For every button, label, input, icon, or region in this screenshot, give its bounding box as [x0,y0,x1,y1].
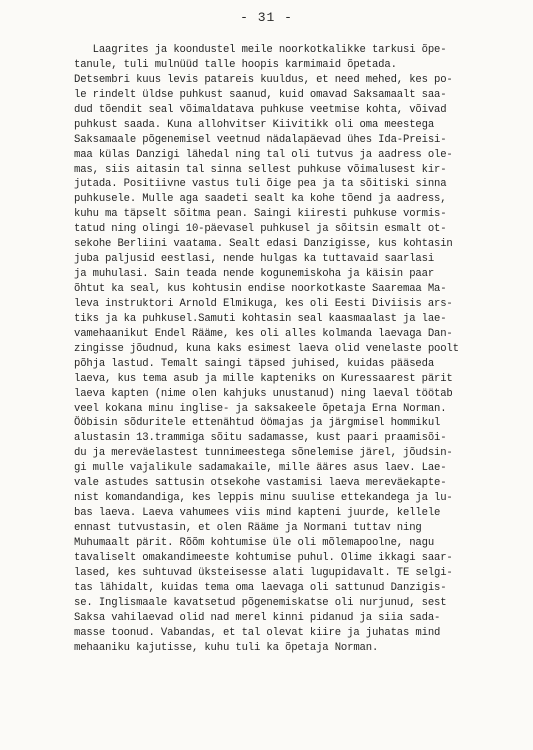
text-line: tanule, tuli mulnüüd talle hoopis karmimaid õpetada. [74,58,397,71]
text-line: kuhu ma täpselt sõitma pean. Saingi kiiresti puhkuse vormis- [74,208,447,221]
text-line: puhkust saada. Kuna allohvitser Kiivitikk oli oma meestega [74,118,435,131]
text-line: laeva, kus tema asub ja mille kapteniks on Kuressaarest pärit [74,372,453,385]
text-line: Muhumaalt pärit. Rõõm kohtumise üle oli mõlemapoolne, nagu [74,536,435,549]
text-line: juba paljusid eestlasi, nende hulgas ka tuttavaid saarlasi [74,253,435,266]
text-line: jutada. Positiivne vastus tuli õige pea ja ta sõitiski sinna [74,178,447,191]
text-line: Ööbisin sõduritele ettenähtud öömajas ja järgmisel hommikul [74,417,441,430]
text-line: alustasin 13.trammiga sõitu sadamasse, kust paari praamisõi- [74,432,447,445]
text-line: sekohe Berliini vaatama. Sealt edasi Danzigisse, kus kohtasin [74,238,453,251]
text-line: maa külas Danzigi lähedal ning tal oli tutvus ja aadress ole- [74,148,453,161]
text-line: lased, kes suhtuvad üksteisesse alati lugupidavalt. TE selgi- [74,566,453,579]
text-line: ja muhulasi. Sain teada nende kogunemiskoha ja käisin paar [74,268,435,281]
text-line: tiks ja ka puhkusel.Samuti kohtasin seal kaasmaalast ja lae- [74,312,447,325]
text-line: laeva kapten (nime olen kahjuks unustanud) ning laeval töötab [74,387,453,400]
text-line: masse toonud. Vabandas, et tal olevat kiire ja juhatas mind [74,626,441,639]
text-line: tavaliselt omakandimeeste kohtumise puhul. Olime ikkagi saar- [74,551,453,564]
body-text [74,43,524,655]
text-line: du ja mereväelastest tunnimeestega sõnelemise järel, jõudsin- [74,447,453,460]
text-line: Laagrites ja koondustel meile noorkotkalikke tarkusi õpe- [74,44,447,56]
text-line: vamehaanikut Endel Rääme, kes oli alles kolmanda laevaga Dan- [74,327,453,340]
text-line: gi mulle vajalikule sadamakaile, mille ääres asus laev. Lae- [74,462,447,475]
text-line: nist komandandiga, kes leppis minu suulise ettekandega ja lu- [74,492,453,505]
text-line: zingisse jõudnud, kuna kaks esimest laeva olid venelaste poolt [74,342,459,355]
text-line: puhkusele. Mulle aga saadeti sealt ka kohe tõend ja aadress, [74,193,447,206]
text-line: ennast tutvustasin, et olen Rääme ja Normani tuttav ning [74,522,422,534]
text-line: põhja lastud. Temalt saingi täpsed juhised, kuidas pääseda [74,357,435,370]
text-line: vale astudes sattusin otsekohe vastamisi laeva mereväekapte- [74,477,447,490]
text-line: tatud ning olingi 10-päevasel puhkusel ja sõitsin esmalt ot- [74,223,447,236]
text-line: mehaaniku kajutisse, kuhu tuli ka õpetaja Norman. [74,641,379,654]
text-line: Detsembri kuus levis patareis kuuldus, et need mehed, kes po- [74,73,453,86]
page-number: - 31 - [240,10,293,25]
text-line: se. Inglismaale kavatsetud põgenemiskatse oli nurjunud, sest [74,596,447,609]
text-line: leva instruktori Arnold Elmikuga, kes oli Eesti Diviisis ars- [74,297,453,310]
text-line: tas lähidalt, kuidas tema oma laevaga oli sattunud Danzigis- [74,581,447,594]
text-line: õhtut ka seal, kus kohtusin endise noorkotkaste Saaremaa Ma- [74,283,447,295]
text-line: Saksamaale põgenemisel veetnud nädalapäevad ühes Ida-Preisi- [74,133,447,146]
text-line: le rindelt üldse puhkust saanud, kuid omavad Saksamaalt saa- [74,88,447,101]
text-line: bas laeva. Laeva vahumees viis mind kapteni juurde, kellele [74,507,441,520]
text-line: dud tõendit seal võimaldatava puhkuse veetmise kohta, võivad [74,103,447,116]
text-line: mas, siis aitasin tal sinna sellest puhkuse võimalusest kir- [74,163,447,176]
text-line: Saksa vahilaevad olid nad merel kinni pidanud ja siia sada- [74,611,441,624]
text-line: veel kokana minu inglise- ja saksakeele õpetaja Erna Norman. [74,402,447,415]
